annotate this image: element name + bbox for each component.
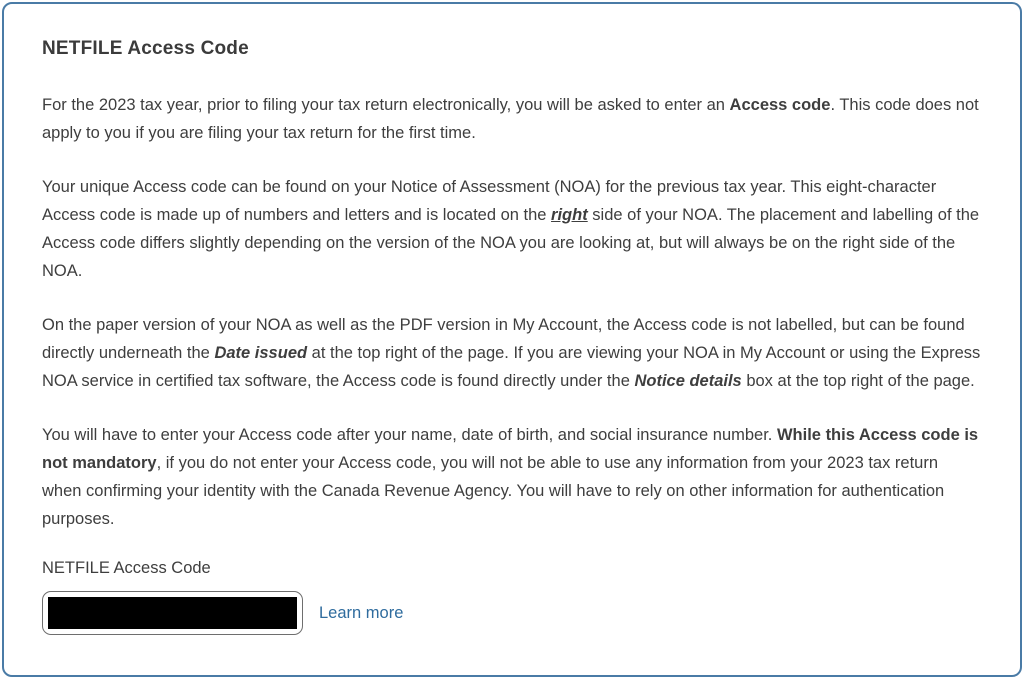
text-segment: . This code does not apply to you if you are filing your tax return for the first time. [42,96,979,142]
paragraph-mandatory [42,421,982,533]
paragraph-versions [42,311,982,395]
text-segment: side of your NOA. The placement and labelling of the Access code differs slightly depending on the version of the NOA you are looking at, but will always be on the right side of the NOA. [42,206,980,280]
paragraph-noa-location [42,173,982,285]
access-code-label: NETFILE Access Code [42,559,211,577]
netfile-access-code-panel [2,2,1022,677]
paragraph-intro [42,91,982,147]
text-segment: box at the top right of the page. [741,372,975,390]
learn-more-link[interactable]: Learn more [319,603,404,622]
text-segment: , if you do not enter your Access code, you will not be able to use any information from your 2023 tax return when confirming your identity with the Canada Revenue Agency. You will have to rely on other information for authentication purposes. [42,454,945,528]
text-segment-emphasis: right [551,206,588,224]
text-segment: Your unique Access code can be found on your Notice of Assessment (NOA) for the previous tax year. This eight-character Access code is made up of numbers and letters and is located on the [42,178,937,224]
text-segment: You will have to enter your Access code after your name, date of birth, and social insurance number. [42,426,777,444]
page-title: NETFILE Access Code [42,38,249,59]
text-segment-emphasis: Notice details [634,372,742,390]
text-segment: at the top right of the page. If you are viewing your NOA in My Account or using the Express NOA service in certified tax software, the Access code is found directly under the [42,344,981,390]
access-code-row [42,591,982,635]
access-code-input[interactable] [42,591,303,635]
redacted-value [48,597,297,629]
text-segment-emphasis: Date issued [214,344,308,362]
access-code-field [42,559,982,635]
text-segment: On the paper version of your NOA as well as the PDF version in My Account, the Access code is not labelled, but can be found directly underneath the [42,316,965,362]
text-segment-bold: While this Access code is not mandatory [42,426,979,472]
text-segment: For the 2023 tax year, prior to filing your tax return electronically, you will be asked to enter an [42,96,730,114]
text-segment-bold: Access code [729,96,831,114]
